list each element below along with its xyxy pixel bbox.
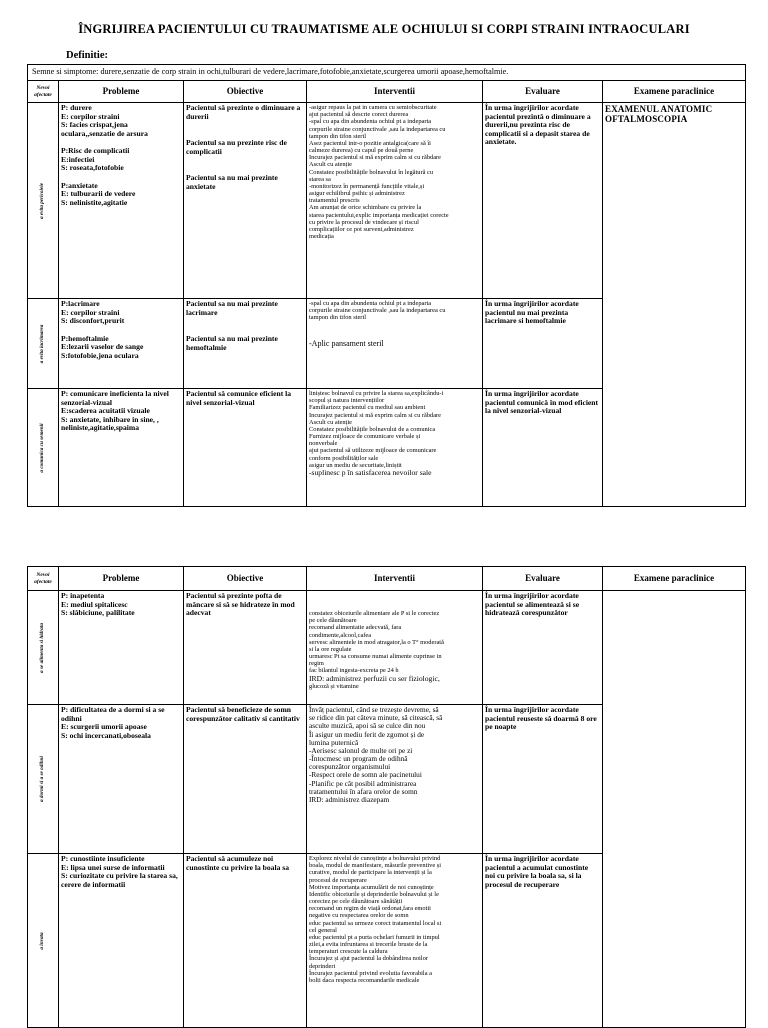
table-row — [28, 591, 746, 705]
table-row — [28, 103, 746, 299]
exams-cell — [603, 591, 746, 1028]
header-evaluare: Evaluare — [483, 567, 603, 591]
problems-cell: P: durere E: corpilor straini S: facies crispat,jena oculara,,senzatie de arsura P:Risc de complicatii E:infectiei S: roseata,fotofobie P:anxietate E: tulburarii de vedere S: nelinistite,agitatie — [59, 103, 184, 299]
problems-cell: P: cunostiinte insuficiente E: lipsa unei surse de informatii S: curiozitate cu privire la starea sa, cerere de informatii — [59, 854, 184, 1028]
need-cell: a invata — [28, 854, 59, 1028]
objectives-cell: Pacientul să comunice eficient la nivel senzorial-vizual — [184, 389, 307, 507]
problems-cell: P:lacrimare E: corpilor straini S: disconfort,prurit P:hemoftalmie E:lezarii vaselor de sange S:fotofobie,jena oculara — [59, 299, 184, 389]
header-interventii: Interventii — [307, 567, 483, 591]
definition-label: Definitie: — [66, 50, 108, 61]
objectives-cell: Pacientul să beneficieze de somn corespunzător calitativ si cantitativ — [184, 705, 307, 854]
need-cell: a comunica cu semenii — [28, 389, 59, 507]
interventions-cell: -spal cu apa din abundenta ochiul pt a indeparta corpurile straine conjunctivale ,sau la indepartarea cu tampon din tifon steril -Aplic pansament steril — [307, 299, 483, 389]
header-nevoi: Nevoi afectate — [28, 81, 59, 103]
objectives-cell: Pacientul sa nu mai prezinte lacrimare Pacientul sa nu mai prezinte hemoftalmie — [184, 299, 307, 389]
document-title: ÎNGRIJIREA PACIENTULUI CU TRAUMATISME ALE OCHIULUI SI CORPI STRAINI INTRAOCULARI — [78, 22, 690, 36]
evaluation-cell: În urma îngrijirilor acordate pacientul comunică în mod eficient la nivel senzorial-vizual — [483, 389, 603, 507]
objectives-cell: Pacientul să prezinte o diminuare a durerii Pacientul sa nu prezinte risc de complicatii Pacientul sa nu mai prezinte anxietate — [184, 103, 307, 299]
need-cell: a evita pericolele — [28, 103, 59, 299]
header-nevoi: Nevoi afectate — [28, 567, 59, 591]
header-obiective: Obiective — [184, 81, 307, 103]
need-cell: a se alimenta si hidrata — [28, 591, 59, 705]
signs-and-symptoms: Semne si simptome: durere,senzatie de corp strain in ochi,tulburari de vedere,lacrimare,fotofobie,anxietate,scurgerea umorii apoase,hemoftalmie. — [28, 65, 746, 81]
interventions-cell: liniștesc bolnavul cu privire la starea sa,explicându-i scopul și natura intervențiilor Familiarizez pacientul cu mediul sau ambient Incurajez pacientul si mă exprim calm si cu răbdare Ascult cu atenție Constatez posibilitățile bolnavului de a comunica Furnizez mijloace de comunicare verbale și nonverbale ajut pacientul să utilizeze mijloace de comunicare conform posibilităților sale asigur un mediu de securitate,liniștit -suplinesc p în satisfacerea nevoilor sale — [307, 389, 483, 507]
header-examene: Examene paraclinice — [603, 81, 746, 103]
problems-cell: P: inapetenta E: mediul spitalicesc S: slăbiciune, palilitate — [59, 591, 184, 705]
exams-cell: EXAMENUL ANATOMIC OFTALMOSCOPIA — [603, 103, 746, 507]
care-plan-table-1 — [27, 64, 746, 507]
evaluation-cell: În urma îngrijirilor acordate pacientul reuseste să doarmă 8 ore pe noapte — [483, 705, 603, 854]
care-plan-table-2 — [27, 566, 746, 1028]
header-evaluare: Evaluare — [483, 81, 603, 103]
objectives-cell: Pacientul să prezinte pofta de mâncare si să se hidrateze în mod adecvat — [184, 591, 307, 705]
evaluation-cell: În urma îngrijirilor acordate pacientul prezintă o diminuare a durerii,nu prezinta risc de complicatii si a depasit starea de anxietate. — [483, 103, 603, 299]
problems-cell: P: comunicare ineficienta la nivel senzorial-vizual E:scaderea acuitatii vizuale S: anxietate, inhibare in sine, , neliniste,agitatie,spaima — [59, 389, 184, 507]
evaluation-cell: În urma îngrijirilor acordate pacientul se alimentează si se hidratează corespunzător — [483, 591, 603, 705]
evaluation-cell: În urma îngrijirilor acordate pacientul nu mai prezinta lacrimare si hemoftalmie — [483, 299, 603, 389]
header-probleme: Probleme — [59, 567, 184, 591]
problems-cell: P: dificultatea de a dormi si a se odihni E: scurgerii umorii apoase S: ochi incercanati,oboseala — [59, 705, 184, 854]
header-probleme: Probleme — [59, 81, 184, 103]
header-interventii: Interventii — [307, 81, 483, 103]
interventions-cell: Explorez nivelul de cunoștințe a bolnavului privind boala, modul de manifestare, măsurile preventive și curative, modul de participare la intervenții și la procesul de recuperare Motivez importanța acumulării de noi cunoștințe Identific obiceiurile și deprinderile bolnavului și le corectez pe cele dăunătoare sănătății recomand un regim de viață ordonat,fara emotii negative cu respectarea orelor de somn educ pacientul sa urmeze corect tratamentul local si cel general educ pacientul pt a purta ochelari fumurii in timpul zilei,a evita infruntarea si trecerile bruste de la temperaturi crescute la caldura Încurajez și ajut pacientul la dobândirea noilor deprinderi Încurajez pacientul privind evolutia favorabila a bolii daca respecta recomandarile medicale — [307, 854, 483, 1028]
header-obiective: Obiective — [184, 567, 307, 591]
interventions-cell: -asigur repaus la pat in camera cu semiobscuritate ajut pacientul să descrie corect durerea -spal cu apa din abundenta ochiul pt a indeparta corpurile straine conjunctivale ,sau la indepartarea cu tampon din tifon steril Asez pacientul intr-o pozitie antalgica(care să îi calmeze durerea) cu capul pe două perne Incurajez pacientul si mă exprim calm si cu răbdare Ascult cu atenție Constatez posibilitățile bolnavului în legătură cu starea sa -monitorizez în permanență funcțiile vitale,și asigur echilibrul psihic și administrez tratamentul prescris Am anunțat de orice schimbare cu privire la starea pacientului,explic importanța medicației corecte cu privire la procesul de vindecare și riscul complicațiilor ce pot surveni,administrez medicația — [307, 103, 483, 299]
interventions-cell: Învăț pacientul, când se trezește devreme, să se ridice din pat câteva minute, să citească, să asculte muzică, apoi să se culce din nou Îi asigur un mediu ferit de zgomot și de lumina puternică -Aerisesc salonul de multe ori pe zi -Întocmesc un program de odihnă corespunzător organismului -Respect orele de somn ale pacinetului -Planific pe cât posibil administrarea tratamentului în afara orelor de somn IRD: administrez diazepam — [307, 705, 483, 854]
objectives-cell: Pacientul să acumuleze noi cunostinte cu privire la boala sa — [184, 854, 307, 1028]
interventions-cell: constatez obiceiurile alimentare ale P si le corectez pe cele dăunătoare recomand alimentatie adecvată, fara condimente,alcool,cafea servesc alimentele in mod atragator,la o T° moderată si la ore regulate urmaresc Pt sa consume numai alimente cuprinse in regim fac bilantul ingesta-excreta pe 24 h IRD: administrez perfuzii cu ser fiziologic, glucoză și vitamine — [307, 591, 483, 705]
need-cell: a dormi si a se odihni — [28, 705, 59, 854]
evaluation-cell: În urma îngrijirilor acordate pacientul a acumulat cunostinte noi cu privire la boala sa, si la procesul de recuperare — [483, 854, 603, 1028]
need-cell: a evita lacrimarea — [28, 299, 59, 389]
header-examene: Examene paraclinice — [603, 567, 746, 591]
